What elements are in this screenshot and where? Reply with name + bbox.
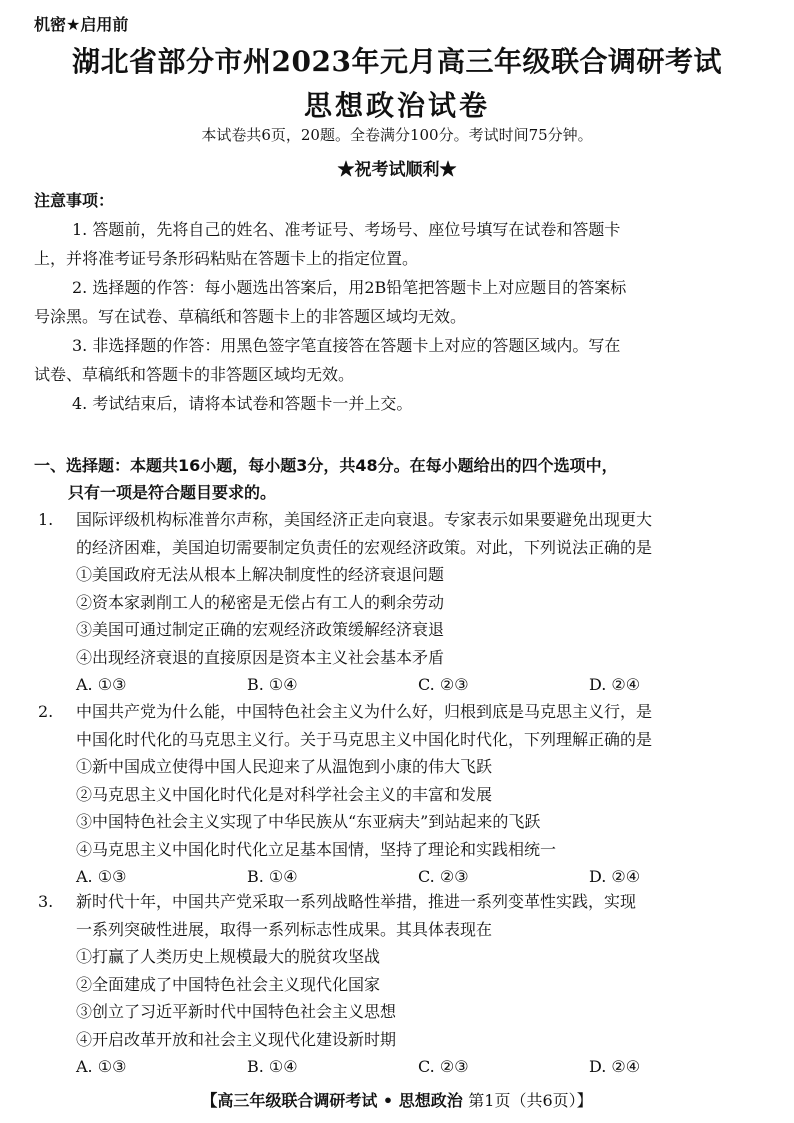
section-heading-line: 只有一项是符合题目要求的。 — [68, 483, 277, 502]
answer-choices — [38, 671, 760, 699]
statement-option: ②全面建成了中国特色社会主义现代化国家 — [76, 974, 381, 994]
question-stem-line: 国际评级机构标准普尔声称，美国经济正走向衰退。专家表示如果要避免出现更大 — [76, 510, 653, 529]
notice-title: 注意事项： — [34, 191, 115, 210]
page-footer — [0, 1088, 794, 1111]
answer-choice-a[interactable]: A. ①③ — [76, 1057, 127, 1076]
notice-text: 3. 非选择题的作答：用黑色签字笔直接答在答题卡上对应的答题区域内。写在 — [72, 336, 621, 355]
answer-choice-c[interactable]: C. ②③ — [418, 867, 469, 886]
question-3 — [38, 888, 760, 1081]
question-number: 2. — [38, 702, 54, 721]
question-stem-line: 一系列突破性进展，取得一系列标志性成果。其具体表现在 — [76, 919, 493, 939]
answer-choice-b[interactable]: B. ①④ — [247, 867, 298, 886]
question-stem-line: 中国共产党为什么能，中国特色社会主义为什么好，归根到底是马克思主义行，是 — [76, 702, 653, 721]
notice-text: 号涂黑。写在试卷、草稿纸和答题卡上的非答题区域均无效。 — [34, 307, 467, 326]
exam-subtitle: 思想政治试卷 — [303, 89, 490, 122]
section-heading — [34, 452, 764, 506]
answer-choice-d[interactable]: D. ②④ — [589, 1057, 641, 1076]
notice-text: 2. 选择题的作答：每小题选出答案后，用2B铅笔把答题卡上对应题目的答案标 — [72, 278, 627, 297]
statement-option: ③创立了习近平新时代中国特色社会主义思想 — [76, 1002, 397, 1021]
notice-item — [34, 389, 758, 418]
statement-option: ①美国政府无法从根本上解决制度性的经济衰退问题 — [76, 565, 445, 584]
notice-text: 试卷、草稿纸和答题卡的非答题区域均无效。 — [34, 365, 355, 384]
answer-choices — [38, 863, 760, 891]
question-stem — [38, 888, 760, 916]
statement-option: ①打赢了人类历史上规模最大的脱贫攻坚战 — [76, 947, 381, 966]
statement-option: ①新中国成立使得中国人民迎来了从温饱到小康的伟大飞跃 — [76, 757, 493, 776]
confidential-label: 机密★启用前 — [34, 15, 129, 34]
question-number: 1. — [38, 510, 54, 529]
notice-item — [34, 215, 758, 273]
statement-option: ④开启改革开放和社会主义现代化建设新时期 — [76, 1029, 397, 1049]
exam-info: 本试卷共6页，20题。全卷满分100分。考试时间75分钟。 — [201, 126, 593, 144]
answer-choice-a[interactable]: A. ①③ — [76, 867, 127, 886]
statement-option: ③美国可通过制定正确的宏观经济政策缓解经济衰退 — [76, 620, 445, 639]
exam-title: 湖北省部分市州2023年元月高三年级联合调研考试 — [72, 45, 722, 78]
answer-choice-a[interactable]: A. ①③ — [76, 675, 127, 694]
good-luck-line: ★祝考试顺利★ — [337, 160, 457, 180]
question-stem-line: 的经济困难，美国迫切需要制定负责任的宏观经济政策。对此，下列说法正确的是 — [76, 537, 653, 557]
question-stem-line: 新时代十年，中国共产党采取一系列战略性举措，推进一系列变革性实践，实现 — [76, 892, 637, 911]
notice-text: 1. 答题前，先将自己的姓名、准考证号、考场号、座位号填写在试卷和答题卡 — [72, 220, 621, 239]
answer-choice-c[interactable]: C. ②③ — [418, 1057, 469, 1076]
question-2 — [38, 698, 760, 891]
statement-option: ④出现经济衰退的直接原因是资本主义社会基本矛盾 — [76, 647, 445, 667]
question-number: 3. — [38, 892, 54, 911]
notice-text: 4. 考试结束后，请将本试卷和答题卡一并上交。 — [72, 394, 413, 413]
answer-choices — [38, 1053, 760, 1081]
statement-option: ②马克思主义中国化时代化是对科学社会主义的丰富和发展 — [76, 784, 493, 804]
answer-choice-b[interactable]: B. ①④ — [247, 675, 298, 694]
question-stem-line: 中国化时代化的马克思主义行。关于马克思主义中国化时代化，下列理解正确的是 — [76, 729, 653, 749]
answer-choice-d[interactable]: D. ②④ — [589, 675, 641, 694]
question-stem — [38, 506, 760, 534]
question-1 — [38, 506, 760, 699]
footer-exam-name: 【高三年级联合调研考试 • 思想政治 — [201, 1091, 463, 1110]
answer-choice-d[interactable]: D. ②④ — [589, 867, 641, 886]
footer-page-info: 第1页（共6页）】 — [468, 1091, 593, 1110]
statement-option: ③中国特色社会主义实现了中华民族从“东亚病夫”到站起来的飞跃 — [76, 812, 541, 831]
notice-item — [34, 273, 758, 331]
notice-item — [34, 331, 758, 389]
question-stem — [38, 698, 760, 726]
answer-choice-c[interactable]: C. ②③ — [418, 675, 469, 694]
notice-text: 上，并将准考证号条形码粘贴在答题卡上的指定位置。 — [34, 249, 419, 268]
statement-option: ②资本家剥削工人的秘密是无偿占有工人的剩余劳动 — [76, 592, 445, 612]
statement-option: ④马克思主义中国化时代化立足基本国情，坚持了理论和实践相统一 — [76, 839, 557, 859]
answer-choice-b[interactable]: B. ①④ — [247, 1057, 298, 1076]
section-heading-line: 一、选择题：本题共16小题，每小题3分，共48分。在每小题给出的四个选项中， — [34, 456, 618, 475]
